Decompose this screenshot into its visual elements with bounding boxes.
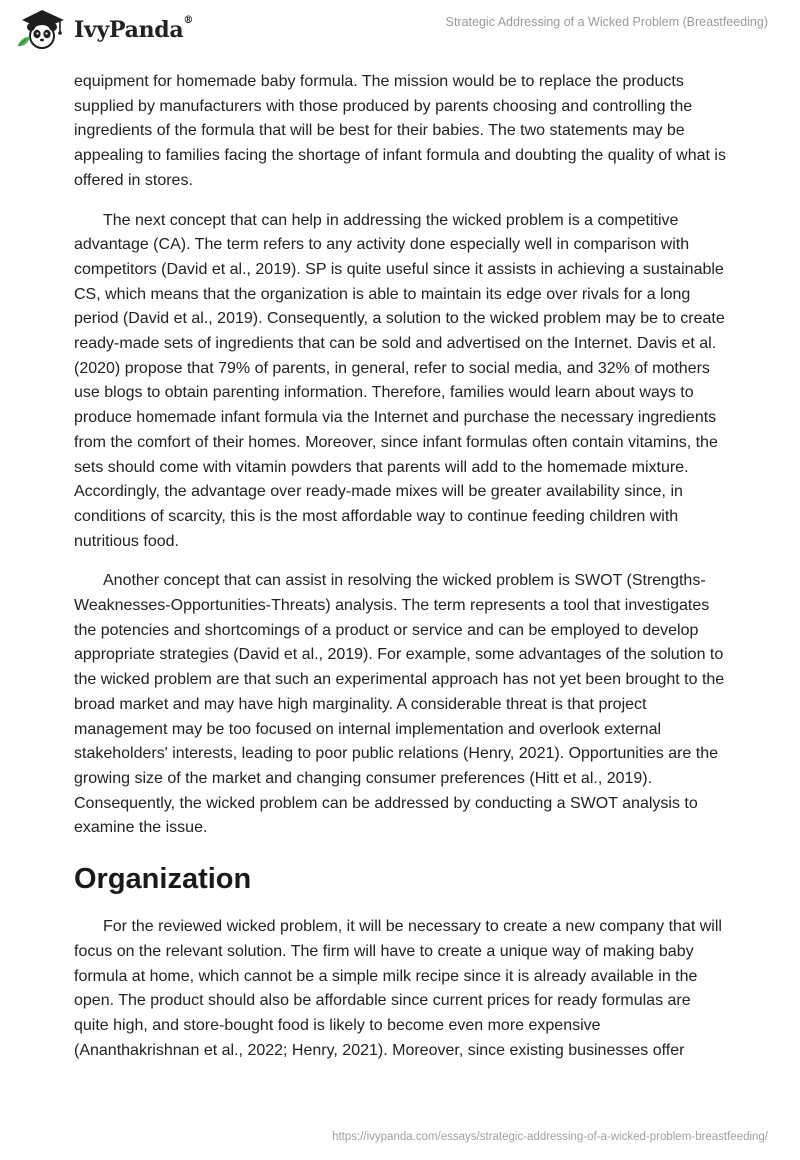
paragraph: Another concept that can assist in resolving the wicked problem is SWOT (Strengths-Weaknesses-Opportunities-Threats) analysis. The term represents a tool that investigates the potencies and shortcomings of a product or service and can be employed to develop appropriate strategies (David et al., 2019). For example, some advantages of the solution to the wicked problem are that such an experimental approach has not yet been brought to the broad market and may have high marginality. A considerable threat is that project management may be too focused on internal implementation and overlook external stakeholders' interests, leading to poor public relations (Henry, 2021). Opportunities are the growing size of the market and changing consumer preferences (Hitt et al., 2019). Consequently, the wicked problem can be addressed by conducting a SWOT analysis to examine the issue. xyxy=(74,572,725,837)
document-title: Strategic Addressing of a Wicked Problem (Breastfeeding) xyxy=(445,15,768,29)
paragraph: The next concept that can help in addressing the wicked problem is a competitive advantage (CA). The term refers to any activity done especially well in comparison with competitors (David et al., 2019). SP is quite useful since it assists in achieving a sustainable CS, which means that the organization is able to maintain its edge over rivals for a long period (David et al., 2019). Consequently, a solution to the wicked problem may be to create ready-made sets of ingredients that can be sold and advertised on the Internet. Davis et al. (2020) propose that 79% of parents, in general, refer to social media, and 32% of mothers use blogs to obtain parenting information. Therefore, families would learn about ways to produce homemade infant formula via the Internet and purchase the necessary ingredients from the comfort of their homes. Moreover, since infant formulas often contain vitamins, the sets should come with vitamin powders that parents will add to the homemade mixture. Accordingly, the advantage over ready-made mixes will be greater availability since, in conditions of scarcity, this is the most affordable way to continue feeding children with nutritious food. xyxy=(74,211,725,550)
panda-graduate-icon xyxy=(14,6,70,52)
paragraph: For the reviewed wicked problem, it will be necessary to create a new company that will focus on the relevant solution. The firm will have to create a unique way of making baby formula at home, which cannot be a simple milk recipe since it is already available in the open. The product should also be affordable since current prices for ready formulas are quite high, and store-bought food is likely to become even more expensive (Ananthakrishnan et al., 2022; Henry, 2021). Moreover, since existing businesses offer xyxy=(74,918,722,1059)
brand-name: IvyPanda® xyxy=(74,15,194,43)
ivypanda-logo[interactable] xyxy=(14,6,193,52)
source-url[interactable]: https://ivypanda.com/essays/strategic-addressing-of-a-wicked-problem-breastfeeding/ xyxy=(332,1131,768,1143)
page-header xyxy=(0,0,800,70)
essay-body xyxy=(74,70,726,1078)
paragraph: equipment for homemade baby formula. The mission would be to replace the products supplied by manufacturers with those produced by parents choosing and controlling the ingredients of the formula that will be best for their babies. The two statements may be appealing to families facing the shortage of infant formula and doubting the quality of what is offered in stores. xyxy=(74,73,726,189)
section-heading: Organization xyxy=(74,863,252,896)
